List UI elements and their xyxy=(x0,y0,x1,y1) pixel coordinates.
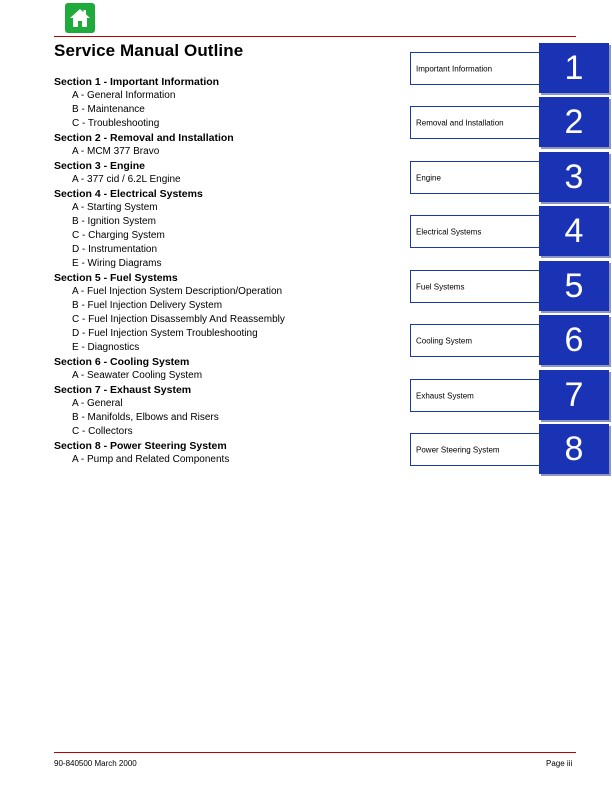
section-outline xyxy=(54,75,404,467)
tab-number: 2 xyxy=(539,97,609,147)
section-item[interactable]: B - Fuel Injection Delivery System xyxy=(72,300,223,311)
section-item[interactable]: A - 377 cid / 6.2L Engine xyxy=(72,174,181,185)
section-tab-6[interactable] xyxy=(409,315,611,365)
tab-label-box xyxy=(410,324,540,357)
section-item[interactable]: A - Starting System xyxy=(72,202,158,213)
section-tab-3[interactable] xyxy=(409,152,611,202)
tab-label-box xyxy=(410,161,540,194)
section-item[interactable]: C - Fuel Injection Disassembly And Reassembly xyxy=(72,314,285,325)
home-icon xyxy=(68,6,92,30)
section-item[interactable]: B - Maintenance xyxy=(72,104,145,115)
section-item[interactable]: E - Wiring Diagrams xyxy=(72,258,162,269)
section-heading-2[interactable]: Section 2 - Removal and Installation xyxy=(54,132,234,144)
tab-label-box xyxy=(410,106,540,139)
section-item[interactable]: A - Fuel Injection System Description/Operation xyxy=(72,286,283,297)
section-heading-8[interactable]: Section 8 - Power Steering System xyxy=(54,440,227,452)
section-item[interactable]: A - General xyxy=(72,398,123,409)
tab-label: Fuel Systems xyxy=(416,282,465,291)
tab-number: 3 xyxy=(539,152,609,202)
section-item[interactable]: D - Instrumentation xyxy=(72,244,158,255)
tab-label: Engine xyxy=(416,173,441,182)
tab-label-box xyxy=(410,215,540,248)
footer-divider xyxy=(54,752,576,753)
section-item[interactable]: D - Fuel Injection System Troubleshooting xyxy=(72,328,258,339)
section-item[interactable]: C - Troubleshooting xyxy=(72,118,160,129)
tab-number: 6 xyxy=(539,315,609,365)
section-item[interactable]: A - Pump and Related Components xyxy=(72,454,230,465)
tab-number: 1 xyxy=(539,43,609,93)
section-heading-5[interactable]: Section 5 - Fuel Systems xyxy=(54,272,178,284)
tab-label-box xyxy=(410,52,540,85)
section-item[interactable]: B - Ignition System xyxy=(72,216,156,227)
section-tab-7[interactable] xyxy=(409,370,611,420)
section-tab-8[interactable] xyxy=(409,424,611,474)
section-heading-6[interactable]: Section 6 - Cooling System xyxy=(54,356,190,368)
tab-label: Removal and Installation xyxy=(416,118,504,127)
section-tab-4[interactable] xyxy=(409,206,611,256)
footer-page-number: Page iii xyxy=(546,759,573,768)
section-tab-1[interactable] xyxy=(409,43,611,93)
section-item[interactable]: E - Diagnostics xyxy=(72,342,140,353)
section-item[interactable]: C - Charging System xyxy=(72,230,165,241)
section-item[interactable]: A - MCM 377 Bravo xyxy=(72,146,160,157)
tab-label: Important Information xyxy=(416,64,493,73)
tab-label: Power Steering System xyxy=(416,445,500,454)
tab-label: Electrical Systems xyxy=(416,227,482,236)
tab-label-box xyxy=(410,270,540,303)
section-heading-4[interactable]: Section 4 - Electrical Systems xyxy=(54,188,203,200)
section-heading-7[interactable]: Section 7 - Exhaust System xyxy=(54,384,192,396)
tab-label: Exhaust System xyxy=(416,391,474,400)
section-tab-5[interactable] xyxy=(409,261,611,311)
tab-number: 8 xyxy=(539,424,609,474)
section-heading-1[interactable]: Section 1 - Important Information xyxy=(54,76,220,88)
section-item[interactable]: C - Collectors xyxy=(72,426,133,437)
footer-document-info: 90-840500 March 2000 xyxy=(54,759,137,768)
tab-label: Cooling System xyxy=(416,336,473,345)
tab-label-box xyxy=(410,433,540,466)
tab-number: 7 xyxy=(539,370,609,420)
section-heading-3[interactable]: Section 3 - Engine xyxy=(54,160,146,172)
section-item[interactable]: A - General Information xyxy=(72,90,176,101)
home-button[interactable] xyxy=(65,3,95,33)
tab-number: 5 xyxy=(539,261,609,311)
section-item[interactable]: A - Seawater Cooling System xyxy=(72,370,203,381)
tab-number: 4 xyxy=(539,206,609,256)
section-tab-2[interactable] xyxy=(409,97,611,147)
section-item[interactable]: B - Manifolds, Elbows and Risers xyxy=(72,412,219,423)
header-divider xyxy=(54,36,576,37)
tab-label-box xyxy=(410,379,540,412)
page-title: Service Manual Outline xyxy=(54,41,244,60)
